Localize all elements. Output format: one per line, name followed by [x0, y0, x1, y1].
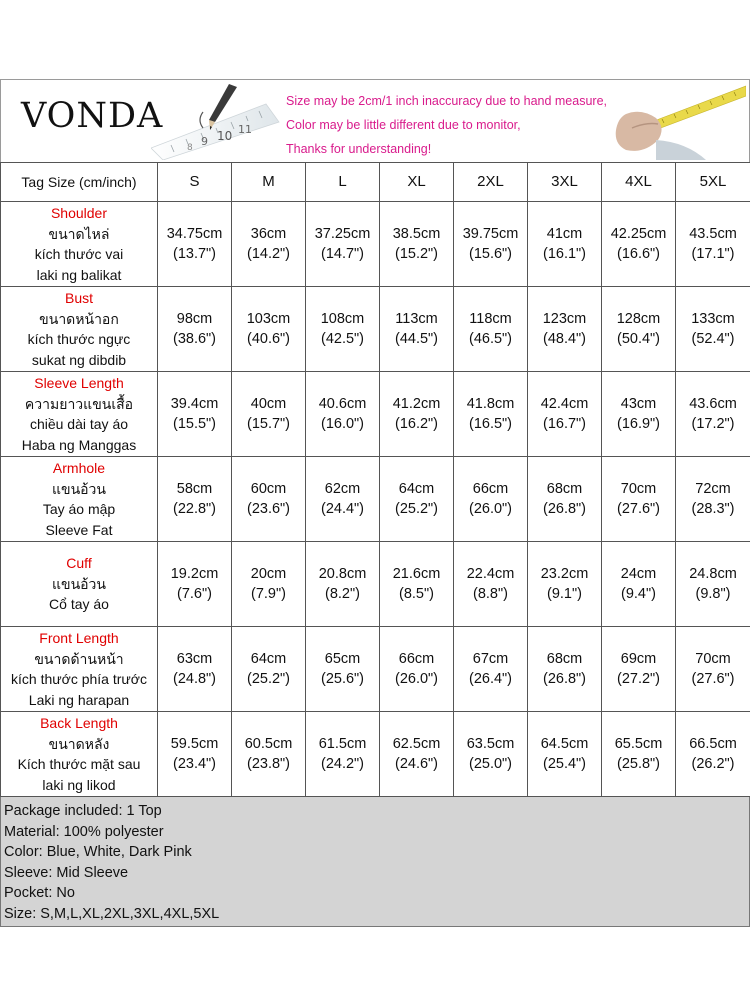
value-cm: 38.5cm	[392, 225, 441, 242]
value-cm: 42.4cm	[540, 395, 589, 412]
measurement-label	[1, 202, 158, 287]
value-cm: 63.5cm	[466, 735, 515, 752]
value-cm: 60.5cm	[244, 735, 293, 752]
measurement-translation: kích thước vai	[34, 246, 124, 262]
value-cell	[602, 542, 676, 627]
value-inch: (16.5")	[468, 416, 513, 432]
value-cell	[528, 712, 602, 797]
value-cm: 20cm	[250, 565, 287, 582]
value-cm: 39.4cm	[170, 395, 219, 412]
value-cm: 36cm	[250, 225, 287, 242]
table-row	[1, 287, 750, 372]
value-cell	[306, 287, 380, 372]
value-cm: 103cm	[246, 310, 291, 327]
value-cell	[232, 372, 306, 457]
value-cell	[454, 542, 528, 627]
value-cm: 21.6cm	[392, 565, 441, 582]
value-cell	[454, 712, 528, 797]
value-cell	[158, 542, 232, 627]
value-inch: (16.1")	[542, 246, 587, 262]
value-cm: 65cm	[324, 650, 361, 667]
value-cell	[528, 457, 602, 542]
value-cm: 65.5cm	[614, 735, 663, 752]
value-cell	[676, 372, 750, 457]
size-header: L	[306, 163, 380, 202]
value-cm: 133cm	[691, 310, 735, 327]
value-cm: 62.5cm	[392, 735, 441, 752]
value-inch: (14.7")	[320, 246, 365, 262]
value-inch: (28.3")	[691, 501, 735, 517]
size-chart	[0, 79, 750, 927]
value-cell	[528, 627, 602, 712]
value-inch: (46.5")	[468, 331, 513, 347]
value-inch: (15.2")	[394, 246, 439, 262]
value-cell	[232, 627, 306, 712]
value-inch: (24.2")	[320, 756, 365, 772]
note-line: Color may be little different due to monitor,	[286, 118, 521, 132]
value-inch: (48.4")	[542, 331, 587, 347]
value-inch: (40.6")	[246, 331, 291, 347]
value-inch: (16.6")	[616, 246, 661, 262]
measurement-translation: chiều dài tay áo	[29, 416, 129, 432]
value-cm: 43.5cm	[689, 225, 737, 242]
value-cm: 66.5cm	[689, 735, 737, 752]
measurement-title: Armhole	[52, 460, 106, 476]
value-cell	[232, 542, 306, 627]
table-row	[1, 372, 750, 457]
value-cell	[454, 457, 528, 542]
value-cm: 118cm	[469, 310, 512, 327]
value-inch: (38.6")	[172, 331, 217, 347]
value-cell	[232, 457, 306, 542]
value-inch: (24.6")	[394, 756, 439, 772]
value-cm: 64.5cm	[540, 735, 589, 752]
value-cell	[602, 712, 676, 797]
pencil-ruler-icon	[151, 82, 281, 160]
value-cell	[454, 372, 528, 457]
value-cell	[380, 202, 454, 287]
value-cm: 68cm	[546, 480, 583, 497]
value-cell	[306, 627, 380, 712]
size-header: 2XL	[454, 163, 528, 202]
value-cm: 64cm	[398, 480, 435, 497]
measurement-translation: laki ng balikat	[36, 266, 122, 283]
value-cm: 108cm	[320, 310, 365, 327]
value-inch: (26.0")	[468, 501, 513, 517]
value-cm: 34.75cm	[166, 225, 223, 242]
brand-logo: VONDA	[21, 96, 164, 136]
value-inch: (13.7")	[172, 246, 217, 262]
value-cm: 63cm	[176, 650, 213, 667]
value-inch: (15.6")	[468, 246, 513, 262]
measurement-translation: Cổ tay áo	[49, 596, 109, 613]
value-inch: (16.7")	[542, 416, 587, 432]
value-cm: 62cm	[324, 480, 361, 497]
value-inch: (42.5")	[320, 331, 365, 347]
measurement-translation: ความยาวแขนเสื้อ	[24, 395, 134, 412]
value-inch: (22.8")	[172, 501, 217, 517]
value-cm: 64cm	[250, 650, 287, 667]
value-cm: 98cm	[176, 310, 213, 327]
value-cm: 58cm	[176, 480, 213, 497]
tag-size-label: Tag Size (cm/inch)	[1, 163, 158, 202]
info-line: Sleeve: Mid Sleeve	[4, 864, 129, 881]
size-header: 4XL	[602, 163, 676, 202]
value-inch: (9.1")	[547, 586, 582, 602]
value-cm: 128cm	[616, 310, 661, 327]
value-cell	[602, 457, 676, 542]
value-inch: (50.4")	[616, 331, 661, 347]
value-cm: 59.5cm	[170, 735, 219, 752]
value-cell	[454, 287, 528, 372]
value-inch: (7.9")	[251, 586, 286, 602]
table-row	[1, 712, 750, 797]
measurement-label	[1, 457, 158, 542]
measurement-translation: kích thước phía trước	[11, 671, 147, 687]
value-cm: 60cm	[250, 480, 287, 497]
value-inch: (44.5")	[394, 331, 439, 347]
measurement-translation: ขนาดหลัง	[48, 735, 110, 752]
info-line: Color: Blue, White, Dark Pink	[4, 844, 192, 860]
table-header-row	[1, 163, 750, 202]
value-inch: (16.0")	[320, 416, 365, 432]
value-inch: (23.6")	[246, 501, 291, 517]
value-cell	[602, 287, 676, 372]
measurement-label	[1, 287, 158, 372]
value-cell	[676, 712, 750, 797]
value-cm: 43cm	[620, 395, 657, 412]
value-inch: (26.0")	[394, 671, 439, 687]
value-cm: 70cm	[620, 480, 657, 497]
value-inch: (14.2")	[246, 246, 291, 262]
value-cm: 40.6cm	[318, 395, 367, 412]
measurement-translation: แขนอ้วน	[51, 575, 106, 592]
value-cm: 61.5cm	[318, 735, 367, 752]
value-cm: 67cm	[472, 650, 509, 667]
measurement-translation: ขนาดไหล่	[48, 225, 110, 242]
ruler-number: 9	[201, 135, 208, 148]
value-cell	[306, 542, 380, 627]
ruler-number: 10	[217, 129, 233, 143]
note-line: Size may be 2cm/1 inch inaccuracy due to hand measure,	[286, 94, 608, 108]
measurement-translation: แขนอ้วน	[51, 480, 106, 497]
value-inch: (8.5")	[399, 586, 434, 602]
value-inch: (25.2")	[246, 671, 291, 687]
value-inch: (25.6")	[320, 671, 365, 687]
value-inch: (25.0")	[468, 756, 513, 772]
value-cell	[676, 627, 750, 712]
value-cm: 66cm	[398, 650, 435, 667]
size-table	[0, 162, 750, 797]
measurement-translation: Kích thước mặt sau	[17, 756, 141, 772]
table-row	[1, 202, 750, 287]
value-cm: 24.8cm	[689, 565, 737, 582]
value-cm: 66cm	[472, 480, 509, 497]
value-cell	[158, 712, 232, 797]
value-cell	[528, 372, 602, 457]
value-cm: 113cm	[395, 310, 438, 327]
measurement-notes	[286, 89, 607, 161]
value-inch: (8.2")	[325, 586, 360, 602]
measurement-label	[1, 627, 158, 712]
value-cell	[602, 202, 676, 287]
value-cm: 41.2cm	[392, 395, 441, 412]
value-cm: 43.6cm	[689, 395, 737, 412]
info-line: Material: 100% polyester	[4, 823, 164, 840]
table-row	[1, 542, 750, 627]
value-inch: (17.1")	[691, 246, 735, 262]
value-inch: (26.2")	[691, 756, 735, 772]
measurement-label	[1, 712, 158, 797]
value-inch: (9.8")	[695, 586, 731, 602]
value-cell	[158, 202, 232, 287]
value-cell	[676, 202, 750, 287]
measurement-label	[1, 372, 158, 457]
value-inch: (25.2")	[394, 501, 439, 517]
value-inch: (9.4")	[621, 586, 656, 602]
value-cell	[602, 627, 676, 712]
measurement-title: Front Length	[39, 630, 119, 646]
value-cm: 19.2cm	[170, 565, 219, 582]
value-cell	[158, 457, 232, 542]
value-cell	[676, 542, 750, 627]
measurement-title: Shoulder	[50, 205, 108, 221]
value-cm: 37.25cm	[314, 225, 371, 242]
measurement-title: Sleeve Length	[34, 375, 124, 391]
size-header: XL	[380, 163, 454, 202]
value-cell	[158, 287, 232, 372]
measurement-translation: kích thước ngực	[27, 331, 131, 347]
value-cell	[232, 712, 306, 797]
value-inch: (25.4")	[542, 756, 587, 772]
hand-tape-measure-icon	[596, 84, 746, 160]
value-inch: (15.7")	[246, 416, 291, 432]
value-inch: (24.8")	[172, 671, 217, 687]
value-cm: 42.25cm	[610, 225, 667, 242]
value-cell	[306, 457, 380, 542]
value-cell	[380, 627, 454, 712]
value-cell	[380, 542, 454, 627]
ruler-number: 11	[238, 123, 252, 136]
note-line: Thanks for understanding!	[286, 142, 432, 156]
value-cm: 70cm	[695, 650, 731, 667]
value-inch: (16.9")	[616, 416, 661, 432]
value-inch: (25.8")	[616, 756, 661, 772]
value-inch: (26.8")	[542, 501, 587, 517]
value-inch: (23.4")	[172, 756, 217, 772]
value-cell	[602, 372, 676, 457]
value-cm: 23.2cm	[540, 565, 589, 582]
chart-header	[0, 79, 750, 162]
measurement-translation: sukat ng dibdib	[31, 351, 127, 368]
measurement-translation: Laki ng harapan	[28, 691, 130, 708]
measurement-title: Back Length	[40, 715, 118, 731]
value-cell	[232, 202, 306, 287]
info-line: Size: S,M,L,XL,2XL,3XL,4XL,5XL	[4, 905, 220, 922]
value-inch: (16.2")	[394, 416, 439, 432]
value-inch: (27.2")	[616, 671, 661, 687]
size-header: S	[158, 163, 232, 202]
ruler-number: 8	[187, 143, 193, 153]
value-cm: 39.75cm	[462, 225, 519, 242]
measurement-title: Cuff	[66, 555, 92, 572]
value-inch: (8.8")	[473, 586, 508, 602]
value-cell	[454, 202, 528, 287]
info-line: Package included: 1 Top	[4, 803, 162, 819]
value-cm: 22.4cm	[466, 565, 515, 582]
value-cm: 69cm	[620, 650, 657, 667]
table-row	[1, 457, 750, 542]
value-inch: (15.5")	[172, 416, 217, 432]
value-cell	[158, 372, 232, 457]
value-cm: 72cm	[695, 480, 731, 497]
measurement-translation: Tay áo mập	[42, 501, 116, 517]
value-cell	[380, 457, 454, 542]
value-cm: 41cm	[546, 225, 583, 242]
info-line: Pocket: No	[4, 885, 75, 901]
value-cm: 24cm	[620, 565, 657, 582]
measurement-translation: Haba ng Manggas	[21, 436, 137, 453]
value-inch: (17.2")	[691, 416, 735, 432]
value-cell	[306, 712, 380, 797]
value-cm: 41.8cm	[466, 395, 515, 412]
measurement-translation: laki ng likod	[42, 776, 116, 793]
value-inch: (52.4")	[691, 331, 735, 347]
measurement-translation: ขนาดด้านหน้า	[34, 650, 124, 667]
measurement-title: Bust	[64, 290, 93, 306]
value-cell	[528, 542, 602, 627]
value-inch: (27.6")	[616, 501, 661, 517]
value-inch: (24.4")	[320, 501, 365, 517]
value-cm: 40cm	[250, 395, 287, 412]
value-cell	[528, 287, 602, 372]
table-row	[1, 627, 750, 712]
measurement-translation: Sleeve Fat	[45, 521, 113, 538]
value-inch: (26.8")	[542, 671, 587, 687]
value-cm: 123cm	[542, 310, 587, 327]
value-inch: (23.8")	[246, 756, 291, 772]
value-cell	[454, 627, 528, 712]
size-header: 5XL	[676, 163, 750, 202]
size-header: 3XL	[528, 163, 602, 202]
value-cell	[528, 202, 602, 287]
product-info	[0, 797, 750, 927]
size-header: M	[232, 163, 306, 202]
value-cell	[158, 627, 232, 712]
value-cell	[380, 712, 454, 797]
value-cell	[380, 287, 454, 372]
value-inch: (27.6")	[691, 671, 735, 687]
value-cell	[306, 202, 380, 287]
value-cell	[676, 287, 750, 372]
value-cell	[306, 372, 380, 457]
value-cell	[232, 287, 306, 372]
measurement-translation: ขนาดหน้าอก	[39, 310, 119, 327]
measurement-label	[1, 542, 158, 627]
value-cm: 68cm	[546, 650, 583, 667]
value-cell	[676, 457, 750, 542]
value-cell	[380, 372, 454, 457]
value-inch: (26.4")	[468, 671, 513, 687]
value-inch: (7.6")	[177, 586, 212, 602]
value-cm: 20.8cm	[318, 565, 367, 582]
